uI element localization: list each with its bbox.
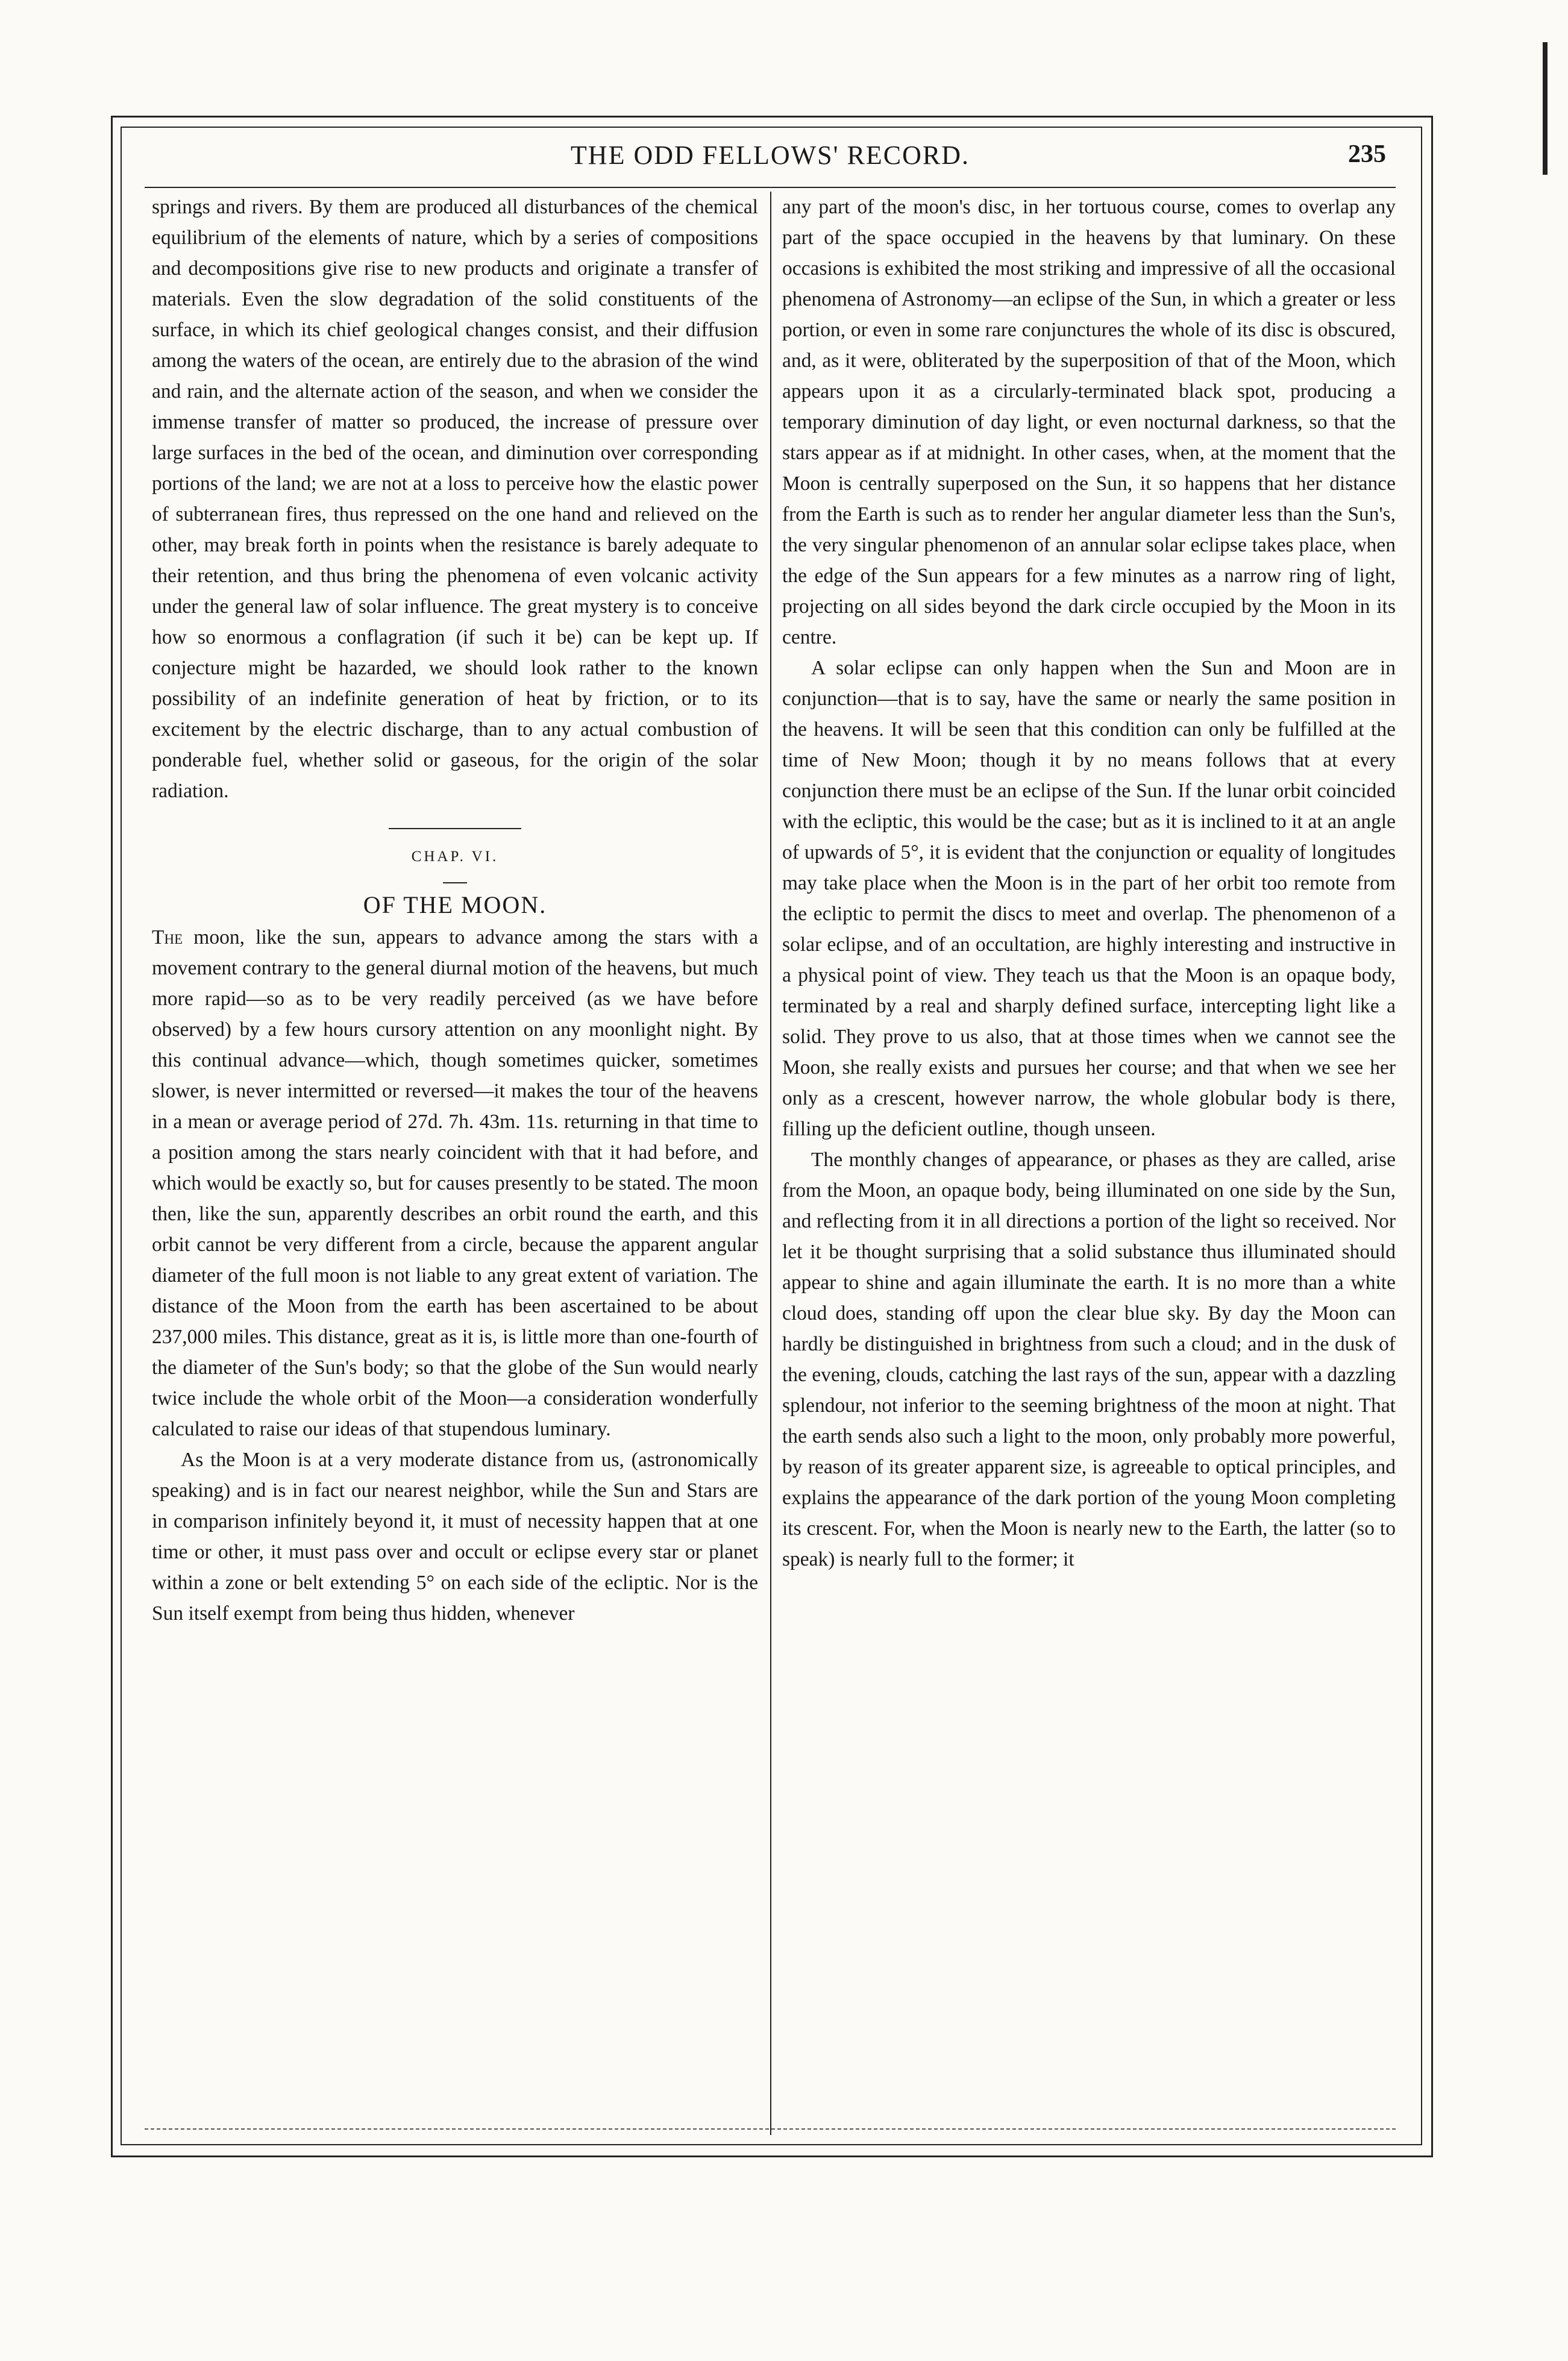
margin-mark: [1543, 42, 1548, 175]
running-header: [133, 134, 1408, 182]
journal-title: THE ODD FELLOWS' RECORD.: [570, 140, 970, 170]
footer-rule: [145, 2128, 1396, 2130]
header-rule: [145, 187, 1396, 188]
right-column: [782, 192, 1396, 1575]
paragraph-text: moon, like the sun, appears to advance among the stars with a movement contrary to the general diurnal motion of the heavens, but much more rapid—so as to be very readily perceived (as we have before observed) by a few hours cursory attention on any moonlight night. By this continual advance—which, though sometimes quicker, sometimes slower, is never intermitted or reversed—it makes the tour of the heavens in a mean or average period of 27d. 7h. 43m. 11s. returning in that time to a position among the stars nearly coincident with that it had before, and which would be exactly so, but for causes presently to be stated. The moon then, like the sun, apparently describes an orbit round the earth, and this orbit cannot be very different from a circle, because the apparent angular diameter of the full moon is not liable to any great extent of variation. The distance of the Moon from the earth has been ascertained to be about 237,000 miles. This distance, great as it is, is little more than one-fourth of the diameter of the Sun's body; so that the globe of the Sun would nearly twice include the whole orbit of the Moon—a consideration wonderfully calculated to raise our ideas of that stupendous luminary.: [152, 926, 758, 1440]
page-number: 235: [1348, 140, 1386, 168]
lead-word: The: [152, 926, 183, 948]
section-dash: [443, 882, 467, 883]
paragraph: The monthly changes of appearance, or phases as they are called, arise from the Moon, an opaque body, being illuminated on one side by the Sun, and reflecting from it in all directions a portion of the light so received. Nor let it be thought surprising that a solid substance thus illuminated should appear to shine and again illuminate the earth. It is no more than a white cloud does, standing off upon the clear blue sky. By day the Moon can hardly be distinguished in brightness from such a cloud; and in the dusk of the evening, clouds, catching the last rays of the sun, appear with a dazzling splendour, not inferior to the seeming brightness of the moon at night. That the earth sends also such a light to the moon, only probably more powerful, by reason of its greater apparent size, is agreeable to optical principles, and explains the appearance of the dark portion of the young Moon completing its crescent. For, when the Moon is nearly new to the Earth, the latter (so to speak) is nearly full to the former; it: [782, 1149, 1396, 1570]
left-column: [152, 192, 758, 1629]
paragraph: As the Moon is at a very moderate distance from us, (astronomically speaking) and is in fact our nearest neighbor, while the Sun and Stars are in comparison infinitely beyond it, it must of necessity happen that at one time or other, it must pass over and occult or eclipse every star or planet within a zone or belt extending 5° on each side of the ecliptic. Nor is the Sun itself exempt from being thus hidden, whenever: [152, 1449, 758, 1625]
paragraph: springs and rivers. By them are produced all disturbances of the chemical equilibrium of the elements of nature, which by a series of compositions and decompositions give rise to new products and originate a transfer of materials. Even the slow degradation of the solid constituents of the surface, in which its chief geological changes consist, and their diffusion among the waters of the ocean, are entirely due to the abrasion of the wind and rain, and the alternate action of the season, and when we consider the immense transfer of matter so produced, the increase of pressure over large surfaces in the bed of the ocean, and diminution over corresponding portions of the land; we are not at a loss to perceive how the elastic power of subterranean fires, thus repressed on the one hand and relieved on the other, may break forth in points when the resistance is barely adequate to their retention, and thus bring the phenomena of even volcanic activity under the general law of solar influence. The great mystery is to conceive how so enormous a conflagration (if such it be) can be kept up. If conjecture might be hazarded, we should look rather to the known possibility of an indefinite generation of heat by friction, or to its excitement by the electric discharge, than to any actual combustion of ponderable fuel, whether solid or gaseous, for the origin of the solar radiation.: [152, 196, 758, 802]
chapter-label: CHAP. VI.: [411, 848, 499, 865]
paragraph: any part of the moon's disc, in her tortuous course, comes to overlap any part of the space occupied in the heavens by that luminary. On these occasions is exhibited the most striking and impressive of all the occasional phenomena of Astronomy—an eclipse of the Sun, in which a greater or less portion, or even in some rare conjunctures the whole of its disc is obscured, and, as it were, obliterated by the superposition of that of the Moon, which appears upon it as a circularly-terminated black spot, producing a temporary diminution of day light, or even nocturnal darkness, so that the stars appear as if at midnight. In other cases, when, at the moment that the Moon is centrally superposed on the Sun, it so happens that her distance from the Earth is such as to render her angular diameter less than the Sun's, the very singular phenomenon of an annular solar eclipse takes place, when the edge of the Sun appears for a few minutes as a narrow ring of light, projecting on all sides beyond the dark circle occupied by the Moon in its centre.: [782, 196, 1396, 648]
column-divider: [770, 192, 771, 2135]
section-rule: [389, 828, 521, 829]
paragraph: A solar eclipse can only happen when the Sun and Moon are in conjunction—that is to say, have the same or nearly the same position in the heavens. It will be seen that this condition can only be fulfilled at the time of New Moon; though it by no means follows that at every conjunction there must be an eclipse of the Sun. If the lunar orbit coincided with the ecliptic, this would be the case; but as it is inclined to it at an angle of upwards of 5°, it is evident that the conjunction or equality of longitudes may take place when the Moon is in the part of her orbit too remote from the ecliptic to permit the discs to meet and overlap. The phenomenon of a solar eclipse, and of an occultation, are highly interesting and instructive in a physical point of view. They teach us that the Moon is an opaque body, terminated by a real and sharply defined surface, intercepting light like a solid. They prove to us also, that at those times when we cannot see the Moon, she really exists and pursues her course; and that when we see her only as a crescent, however narrow, the whole globular body is there, filling up the deficient outline, though unseen.: [782, 657, 1396, 1140]
paragraph: [152, 922, 758, 1444]
chapter-title: OF THE MOON.: [363, 891, 547, 918]
